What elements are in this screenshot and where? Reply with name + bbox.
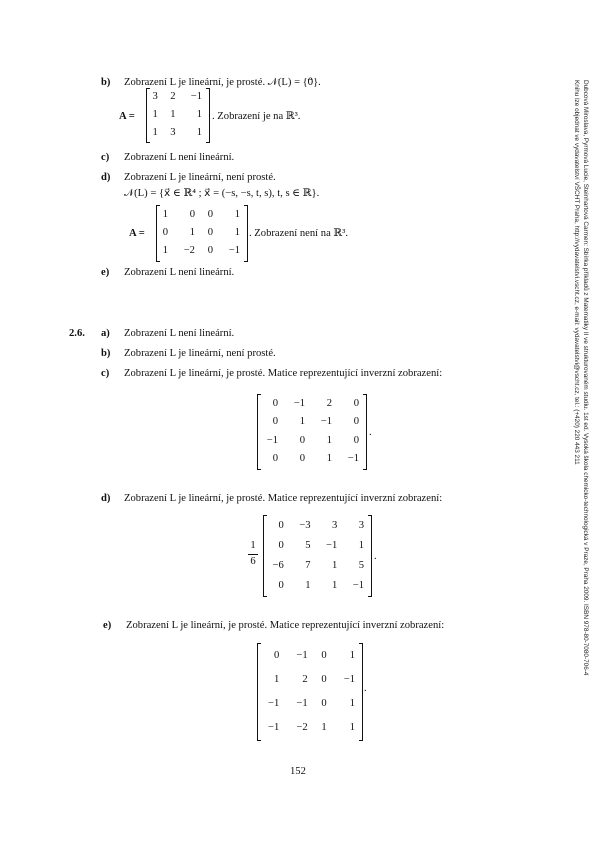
matrix-row xyxy=(147,107,209,125)
matrix-cell: 0 xyxy=(299,434,305,446)
matrix-cell: 0 xyxy=(207,208,214,220)
page-number: 152 xyxy=(290,766,306,777)
matrix-row xyxy=(264,556,371,576)
side-note-line1: Dubcová Miroslava, Pyrmová Lucie, Steinhartová Carmen: Sbírka příkladů z Matematiky II ve strukturovaném studiu. 1st ed. Vysoká škola chemicko-technologická v Praze, Praha 2009. ISBN 978-80-7080-706-4 xyxy=(582,80,589,676)
matrix-cell: 3 xyxy=(170,126,176,138)
side-note-line2: Knihu lze objednat ve vydavatelství VŠCHT Praha, http://vydavatelstvi.vscht.cz, e-mail: vydavatelstvi@vscht.cz, tel.: (+420) 220 443 211 xyxy=(573,80,580,465)
frac-num: 1 xyxy=(250,540,256,551)
matrix-cell: 0 xyxy=(207,227,214,239)
matrix-cell: 1 xyxy=(170,109,176,121)
matrix-table xyxy=(147,89,209,142)
matrix-cell: 1 xyxy=(331,579,338,591)
matrix-cell: 1 xyxy=(349,721,355,733)
matrix-cell: 1 xyxy=(331,559,338,571)
matrix-cell: 7 xyxy=(305,559,311,571)
matrix-cell: 1 xyxy=(326,453,332,465)
matrix-cell: 0 xyxy=(353,416,359,428)
p-b-label: b) xyxy=(101,348,111,359)
matrix-cell: 0 xyxy=(321,673,327,685)
matrix-cell: 3 xyxy=(152,91,158,103)
p-d-text: Zobrazení L je lineární, je prosté. Matice reprezentující inverzní zobrazení: xyxy=(124,493,443,504)
matrix-d-inverse-after: . xyxy=(374,551,377,562)
matrix-cell: −6 xyxy=(272,559,284,571)
matrix-cell: 1 xyxy=(274,673,280,685)
item-e-label: e) xyxy=(101,267,110,278)
item-c-text: Zobrazení L není lineární. xyxy=(124,152,235,163)
matrix-cell: −1 xyxy=(347,453,359,465)
matrix-cell: 1 xyxy=(196,109,202,121)
matrix-cell: 1 xyxy=(299,416,305,428)
matrix-cell: −2 xyxy=(183,245,195,257)
matrix-cell: 1 xyxy=(162,208,169,220)
matrix-table xyxy=(258,395,366,469)
matrix-row xyxy=(258,432,366,451)
p-e-text: Zobrazení L je lineární, je prosté. Matice reprezentující inverzní zobrazení: xyxy=(126,620,445,631)
item-d-kernel: 𝒩(L) = {x⃗ ∈ ℝ⁴ ; x⃗ = (−s, −s, t, s), t, s ∈ ℝ}. xyxy=(124,188,320,199)
matrix-cell: 1 xyxy=(234,227,240,239)
matrix-cell: 1 xyxy=(162,245,169,257)
matrix-cell: 1 xyxy=(234,208,240,220)
matrix-cell: −1 xyxy=(296,649,308,661)
matrix-cell: −1 xyxy=(293,397,305,409)
matrix-table xyxy=(258,644,362,740)
matrix-row xyxy=(264,576,371,596)
item-d-label: d) xyxy=(101,172,111,183)
p-b-text: Zobrazení L je lineární, není prosté. xyxy=(124,348,276,359)
matrix-b-after: . Zobrazení je na ℝ³. xyxy=(212,111,301,122)
matrix-cell: 0 xyxy=(353,397,359,409)
matrix-d-after: . Zobrazení není na ℝ³. xyxy=(249,228,349,239)
matrix-cell: 5 xyxy=(358,559,364,571)
p-c-text: Zobrazení L je lineární, je prosté. Matice reprezentující inverzní zobrazení: xyxy=(124,368,443,379)
matrix-row xyxy=(147,89,209,107)
item-e-text: Zobrazení L není lineární. xyxy=(124,267,235,278)
problem-number: 2.6. xyxy=(69,328,85,339)
matrix-cell: −1 xyxy=(320,416,332,428)
matrix-cell: −1 xyxy=(190,91,202,103)
matrix-cell: 1 xyxy=(349,697,355,709)
matrix-e-inverse-after: . xyxy=(364,683,367,694)
matrix-cell: −1 xyxy=(228,245,240,257)
matrix-c xyxy=(257,395,367,469)
matrix-cell: 0 xyxy=(278,519,284,531)
matrix-cell: 0 xyxy=(207,245,214,257)
item-b-label: b) xyxy=(101,77,111,88)
matrix-cell: 1 xyxy=(196,126,202,138)
matrix-row xyxy=(258,692,362,716)
matrix-cell: 0 xyxy=(278,539,284,551)
matrix-cell: 0 xyxy=(278,579,284,591)
p-a-text: Zobrazení L není lineární. xyxy=(124,328,235,339)
matrix-cell: 0 xyxy=(272,453,278,465)
matrix-cell: 1 xyxy=(152,109,158,121)
matrix-row xyxy=(258,395,366,414)
matrix-cell: 1 xyxy=(152,126,158,138)
matrix-cell: 0 xyxy=(272,416,278,428)
matrix-table xyxy=(157,206,247,261)
item-d-text: Zobrazení L je lineární, není prosté. xyxy=(124,172,276,183)
matrix-cell: −1 xyxy=(268,721,280,733)
matrix-row xyxy=(258,668,362,692)
matrix-cell: 1 xyxy=(358,539,364,551)
matrix-row xyxy=(157,243,247,261)
matrix-cell: 1 xyxy=(326,434,332,446)
matrix-d xyxy=(156,206,248,261)
frac-line xyxy=(248,554,258,555)
matrix-cell: 0 xyxy=(353,434,359,446)
item-b-text: Zobrazení L je lineární, je prosté. 𝒩(L) = {0⃗}. xyxy=(124,77,321,88)
matrix-cell: 2 xyxy=(170,91,176,103)
matrix-cell: −1 xyxy=(268,697,280,709)
p-c-label: c) xyxy=(101,368,110,379)
matrix-cell: 3 xyxy=(331,519,338,531)
matrix-row xyxy=(157,206,247,224)
matrix-a-name-d: A = xyxy=(129,228,145,239)
matrix-e-inverse xyxy=(257,644,363,740)
frac-den: 6 xyxy=(250,555,256,567)
matrix-cell: 0 xyxy=(299,453,305,465)
matrix-cell: 0 xyxy=(321,649,327,661)
matrix-cell: 1 xyxy=(349,649,355,661)
matrix-row xyxy=(147,124,209,142)
matrix-cell: −1 xyxy=(296,697,308,709)
matrix-cell: 0 xyxy=(162,227,169,239)
matrix-cell: 2 xyxy=(302,673,308,685)
matrix-table xyxy=(264,516,371,596)
matrix-cell: 0 xyxy=(274,649,280,661)
matrix-row xyxy=(264,536,371,556)
matrix-row xyxy=(264,516,371,536)
fraction-one-sixth xyxy=(248,540,258,568)
matrix-cell: −1 xyxy=(343,673,355,685)
p-e-label: e) xyxy=(103,620,112,631)
matrix-cell: −2 xyxy=(296,721,308,733)
matrix-d-inverse xyxy=(263,516,372,596)
matrix-c-after: . xyxy=(369,427,372,438)
matrix-a-name: A = xyxy=(119,111,135,122)
p-a-label: a) xyxy=(101,328,110,339)
matrix-cell: 2 xyxy=(326,397,332,409)
matrix-row xyxy=(157,224,247,242)
matrix-cell: −1 xyxy=(325,539,338,551)
matrix-cell: 0 xyxy=(189,208,195,220)
matrix-cell: 0 xyxy=(321,697,327,709)
item-c-label: c) xyxy=(101,152,110,163)
matrix-cell: −3 xyxy=(299,519,311,531)
matrix-cell: −1 xyxy=(352,579,364,591)
matrix-cell: 1 xyxy=(305,579,311,591)
matrix-cell: 5 xyxy=(305,539,311,551)
matrix-row xyxy=(258,414,366,433)
p-d-label: d) xyxy=(101,493,111,504)
matrix-b xyxy=(146,89,210,142)
matrix-cell: 0 xyxy=(272,397,278,409)
matrix-row xyxy=(258,716,362,740)
matrix-row xyxy=(258,644,362,668)
side-note xyxy=(572,80,590,675)
matrix-cell: 1 xyxy=(189,227,195,239)
matrix-cell: 1 xyxy=(321,721,327,733)
matrix-cell: 3 xyxy=(358,519,364,531)
matrix-cell: −1 xyxy=(266,434,278,446)
matrix-row xyxy=(258,451,366,470)
